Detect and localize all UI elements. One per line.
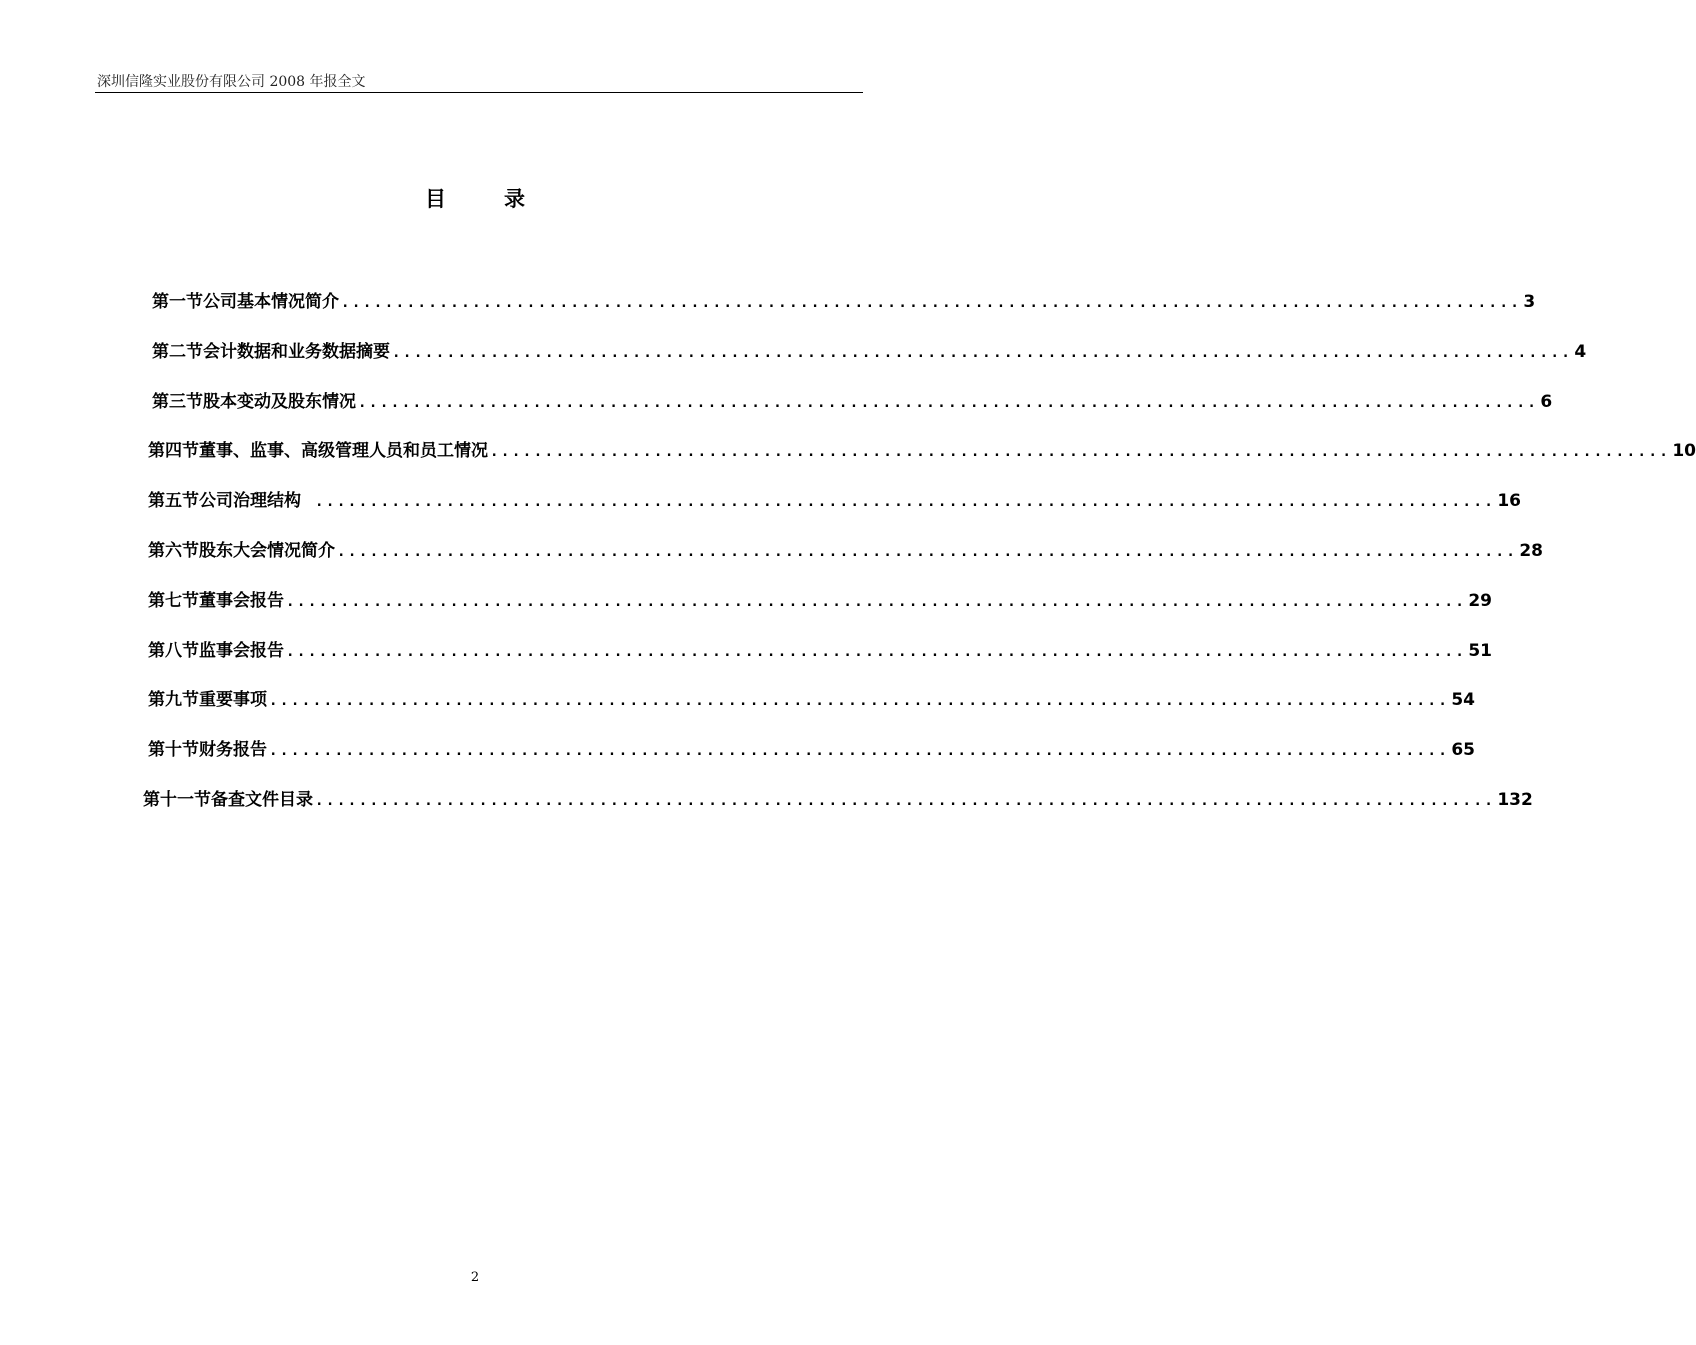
toc-section-name: 会计数据和业务数据摘要 xyxy=(203,342,390,362)
toc-section-number: 第三节 xyxy=(152,392,203,412)
toc-title-left: 目 xyxy=(425,187,446,211)
toc-page-number: 132 xyxy=(1497,790,1533,810)
toc-page-number: 54 xyxy=(1451,690,1475,710)
toc-leader-dots: ............................................................................................................ xyxy=(341,295,1522,311)
toc-leader-dots: ............................................................................................................ xyxy=(392,345,1573,361)
toc-section-number: 第十节 xyxy=(148,740,199,760)
running-header: 深圳信隆实业股份有限公司 2008 年报全文 xyxy=(97,74,366,90)
toc-entry[interactable] xyxy=(148,636,1492,661)
toc-leader-dots: ............................................................................................................ xyxy=(358,395,1539,411)
toc-section-name: 董事、监事、高级管理人员和员工情况 xyxy=(199,441,488,461)
toc-title-right: 录 xyxy=(504,187,525,211)
toc-section-number: 第二节 xyxy=(152,342,203,362)
toc-page-number: 51 xyxy=(1468,641,1492,661)
toc-page-number: 10 xyxy=(1672,441,1696,461)
toc-section-number: 第九节 xyxy=(148,690,199,710)
toc-section-number: 第五节 xyxy=(148,491,199,511)
toc-entry[interactable] xyxy=(152,337,1587,362)
toc-entry[interactable] xyxy=(148,586,1492,611)
toc-section-number: 第六节 xyxy=(148,541,199,561)
toc-entry[interactable] xyxy=(152,387,1553,412)
toc-title xyxy=(0,183,950,213)
toc-entry[interactable] xyxy=(143,785,1533,810)
toc-leader-dots: ............................................................................................................ xyxy=(269,743,1450,759)
toc-page-number: 6 xyxy=(1540,392,1553,412)
toc-leader-dots: ............................................................................................................ xyxy=(286,644,1467,660)
toc-section-number: 第一节 xyxy=(152,292,203,312)
toc-section-name: 财务报告 xyxy=(199,740,267,760)
page-number: 2 xyxy=(470,1270,480,1285)
toc-leader-dots: ............................................................................................................ xyxy=(337,544,1518,560)
toc-leader-dots: ............................................................................................................ xyxy=(315,494,1496,510)
toc-page-number: 4 xyxy=(1574,342,1587,362)
toc-section-name: 备查文件目录 xyxy=(211,790,313,810)
toc-leader-dots: ............................................................................................................ xyxy=(490,444,1671,460)
toc-entry[interactable] xyxy=(148,685,1475,710)
toc-section-name: 重要事项 xyxy=(199,690,267,710)
toc-section-name: 公司治理结构 xyxy=(199,491,301,511)
toc-entry[interactable] xyxy=(152,287,1536,312)
toc-entry[interactable] xyxy=(148,486,1521,511)
toc-leader-dots: ............................................................................................................ xyxy=(286,594,1467,610)
toc-page-number: 29 xyxy=(1468,591,1492,611)
toc-entry[interactable] xyxy=(148,536,1543,561)
toc-page-number: 28 xyxy=(1519,541,1543,561)
toc-page-number: 3 xyxy=(1523,292,1536,312)
toc-section-number: 第七节 xyxy=(148,591,199,611)
toc-page-number: 16 xyxy=(1497,491,1521,511)
toc-section-name: 股本变动及股东情况 xyxy=(203,392,356,412)
toc-entry[interactable] xyxy=(148,735,1475,760)
toc-section-name: 监事会报告 xyxy=(199,641,284,661)
toc-page-number: 65 xyxy=(1451,740,1475,760)
header-divider xyxy=(95,92,863,93)
toc-section-number: 第八节 xyxy=(148,641,199,661)
toc-section-name: 董事会报告 xyxy=(199,591,284,611)
toc-entry[interactable] xyxy=(148,436,1696,461)
toc-section-name: 公司基本情况简介 xyxy=(203,292,339,312)
toc-section-name: 股东大会情况简介 xyxy=(199,541,335,561)
toc-leader-dots: ............................................................................................................ xyxy=(269,693,1450,709)
toc-section-number: 第十一节 xyxy=(143,790,211,810)
toc-section-number: 第四节 xyxy=(148,441,199,461)
toc-leader-dots: ............................................................................................................ xyxy=(315,793,1496,809)
